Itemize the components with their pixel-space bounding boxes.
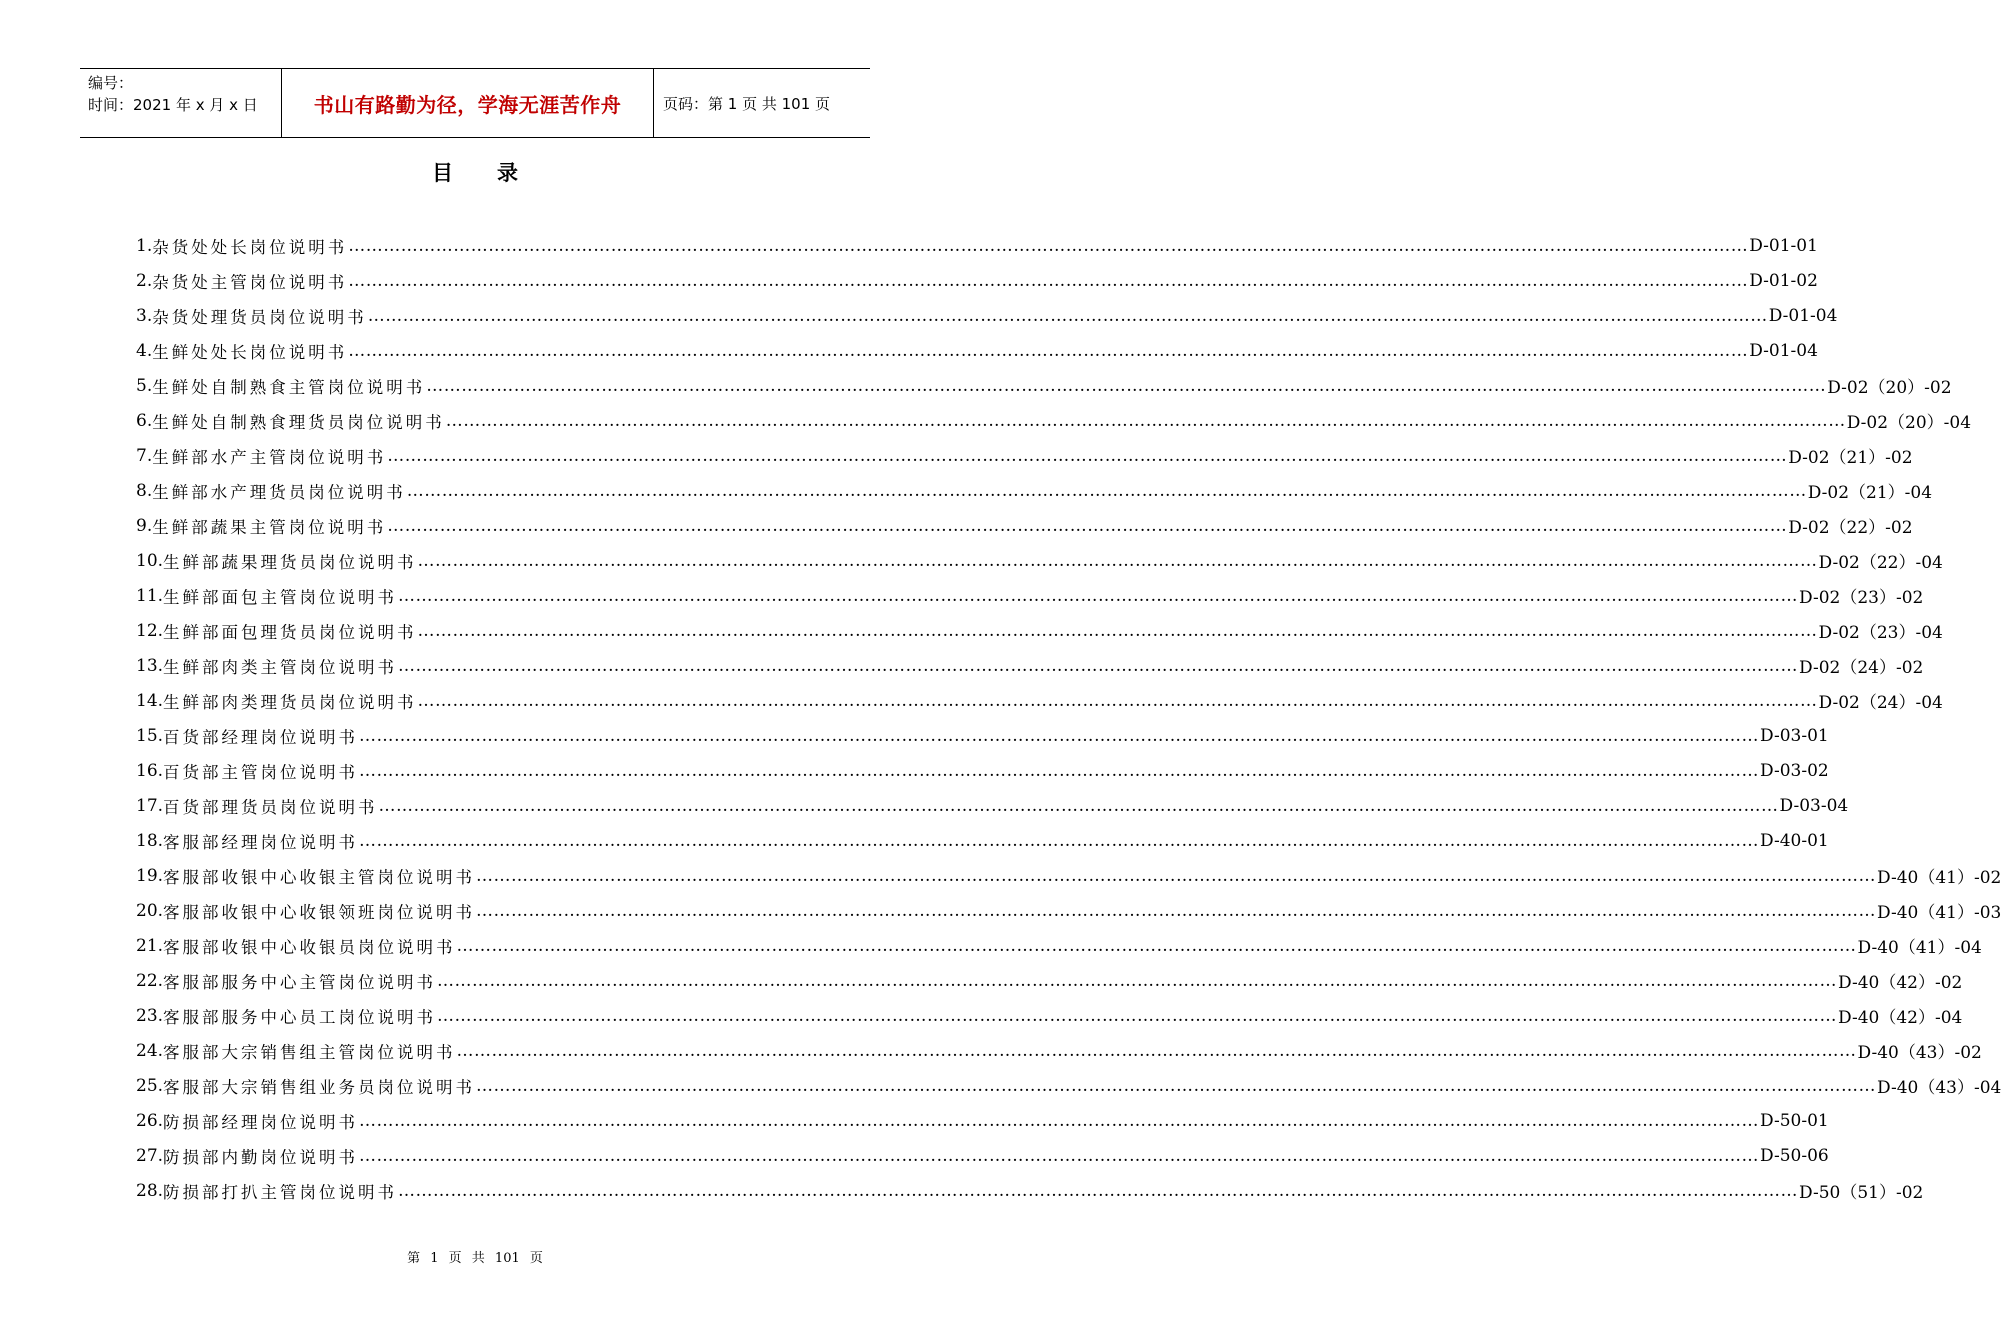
toc-entry-code: D-01-01: [1749, 235, 1818, 256]
header-motto: 书山有路勤为径，学海无涯苦作舟: [281, 69, 654, 137]
toc-entry-number: 9.: [136, 515, 153, 536]
toc-leader-dots: ……………………………………………………………………………………………………………………………………………………………………………………………………………………: [437, 970, 1838, 991]
toc-entry-label: 防损部经理岗位说明书: [163, 1112, 359, 1132]
toc-entry-code: D-02（23）-02: [1799, 588, 1924, 608]
toc-entry-label: 生鲜部蔬果主管岗位说明书: [152, 517, 387, 537]
toc-entry[interactable]: [136, 858, 2001, 893]
toc-entry-number: 5.: [136, 375, 153, 396]
toc-entry-number: 14.: [136, 690, 164, 711]
toc-entry-label: 客服部收银中心收银主管岗位说明书: [163, 867, 476, 887]
toc-entry-label: 百货部理货员岗位说明书: [163, 797, 378, 817]
table-of-contents: [136, 228, 2001, 1208]
toc-entry[interactable]: [136, 438, 1913, 473]
toc-entry-number: 18.: [136, 830, 164, 851]
toc-leader-dots: ……………………………………………………………………………………………………………………………………………………………………………………………………………………: [348, 235, 1749, 256]
toc-entry-code: D-40（43）-02: [1857, 1043, 1982, 1063]
toc-leader-dots: ……………………………………………………………………………………………………………………………………………………………………………………………………………………: [476, 1075, 1877, 1096]
toc-entry-number: 19.: [136, 865, 164, 886]
toc-leader-dots: ……………………………………………………………………………………………………………………………………………………………………………………………………………………: [426, 375, 1827, 396]
toc-entry[interactable]: [136, 928, 1982, 963]
toc-entry-number: 28.: [136, 1180, 164, 1201]
toc-entry-code: D-02（23）-04: [1818, 623, 1943, 643]
toc-entry-label: 杂货处理货员岗位说明书: [152, 307, 367, 327]
toc-entry[interactable]: [136, 1173, 1924, 1208]
toc-leader-dots: ……………………………………………………………………………………………………………………………………………………………………………………………………………………: [456, 1040, 1857, 1061]
toc-leader-dots: ……………………………………………………………………………………………………………………………………………………………………………………………………………………: [398, 585, 1799, 606]
toc-leader-dots: ……………………………………………………………………………………………………………………………………………………………………………………………………………………: [417, 550, 1818, 571]
toc-leader-dots: ……………………………………………………………………………………………………………………………………………………………………………………………………………………: [367, 305, 1768, 326]
toc-entry[interactable]: [136, 788, 1849, 823]
toc-entry-label: 生鲜部肉类理货员岗位说明书: [163, 692, 417, 712]
toc-entry-label: 客服部经理岗位说明书: [163, 832, 359, 852]
toc-entry-code: D-50（51）-02: [1799, 1183, 1924, 1203]
toc-entry[interactable]: [136, 823, 1829, 858]
toc-entry-code: D-02（20）-02: [1827, 378, 1952, 398]
toc-entry-code: D-50-01: [1760, 1110, 1829, 1131]
toc-entry[interactable]: [136, 1033, 1982, 1068]
toc-leader-dots: ……………………………………………………………………………………………………………………………………………………………………………………………………………………: [387, 515, 1788, 536]
toc-leader-dots: ……………………………………………………………………………………………………………………………………………………………………………………………………………………: [476, 865, 1877, 886]
toc-leader-dots: ……………………………………………………………………………………………………………………………………………………………………………………………………………………: [348, 340, 1749, 361]
toc-leader-dots: ……………………………………………………………………………………………………………………………………………………………………………………………………………………: [437, 1005, 1838, 1026]
toc-entry-number: 17.: [136, 795, 164, 816]
toc-entry-code: D-01-04: [1749, 340, 1818, 361]
toc-entry-label: 生鲜部蔬果理货员岗位说明书: [163, 552, 417, 572]
toc-entry[interactable]: [136, 1138, 1829, 1173]
toc-entry-number: 13.: [136, 655, 164, 676]
toc-entry-number: 12.: [136, 620, 164, 641]
toc-entry-number: 27.: [136, 1145, 164, 1166]
toc-entry-number: 16.: [136, 760, 164, 781]
toc-entry-number: 21.: [136, 935, 164, 956]
toc-entry-code: D-02（20）-04: [1846, 413, 1972, 433]
toc-entry-label: 客服部收银中心收银领班岗位说明书: [163, 902, 476, 922]
toc-entry-number: 7.: [136, 445, 153, 466]
toc-leader-dots: ……………………………………………………………………………………………………………………………………………………………………………………………………………………: [445, 410, 1846, 431]
toc-entry-code: D-40（42）-02: [1838, 973, 1963, 993]
toc-leader-dots: ……………………………………………………………………………………………………………………………………………………………………………………………………………………: [398, 655, 1799, 676]
toc-entry-code: D-01-02: [1749, 270, 1818, 291]
toc-entry[interactable]: [136, 333, 1818, 368]
toc-entry-label: 防损部打扒主管岗位说明书: [163, 1182, 398, 1202]
toc-entry-label: 杂货处主管岗位说明书: [152, 272, 348, 292]
toc-entry[interactable]: [136, 298, 1838, 333]
toc-entry-number: 11.: [136, 585, 164, 606]
toc-entry-label: 杂货处处长岗位说明书: [152, 237, 348, 257]
toc-leader-dots: ……………………………………………………………………………………………………………………………………………………………………………………………………………………: [359, 1110, 1760, 1131]
toc-entry-number: 4.: [136, 340, 153, 361]
toc-entry-code: D-02（22）-02: [1788, 518, 1913, 538]
toc-entry-label: 生鲜处自制熟食主管岗位说明书: [152, 377, 426, 397]
toc-entry[interactable]: [136, 508, 1913, 543]
toc-entry-code: D-03-02: [1760, 760, 1829, 781]
toc-entry-label: 客服部大宗销售组业务员岗位说明书: [163, 1077, 476, 1097]
toc-entry-number: 24.: [136, 1040, 164, 1061]
toc-entry-number: 25.: [136, 1075, 164, 1096]
toc-entry-number: 10.: [136, 550, 164, 571]
header-page-info: 页码：第 1 页 共 101 页: [663, 94, 831, 113]
toc-leader-dots: ……………………………………………………………………………………………………………………………………………………………………………………………………………………: [476, 900, 1877, 921]
toc-entry-number: 26.: [136, 1110, 164, 1131]
toc-entry[interactable]: [136, 473, 1933, 508]
toc-entry-code: D-40（41）-03: [1877, 903, 2001, 923]
toc-entry-code: D-40（42）-04: [1838, 1008, 1963, 1028]
toc-leader-dots: ……………………………………………………………………………………………………………………………………………………………………………………………………………………: [359, 725, 1760, 746]
toc-leader-dots: ……………………………………………………………………………………………………………………………………………………………………………………………………………………: [359, 760, 1760, 781]
toc-entry-number: 2.: [136, 270, 153, 291]
toc-entry[interactable]: [136, 613, 1943, 648]
toc-entry[interactable]: [136, 403, 1972, 438]
toc-entry[interactable]: [136, 963, 1963, 998]
toc-title: 目录: [432, 161, 562, 185]
toc-leader-dots: ……………………………………………………………………………………………………………………………………………………………………………………………………………………: [398, 1180, 1799, 1201]
toc-entry-code: D-40（43）-04: [1877, 1078, 2001, 1098]
toc-leader-dots: ……………………………………………………………………………………………………………………………………………………………………………………………………………………: [387, 445, 1788, 466]
toc-entry-label: 客服部服务中心主管岗位说明书: [163, 972, 437, 992]
number-label: 编号：: [88, 74, 134, 92]
toc-entry-number: 20.: [136, 900, 164, 921]
toc-entry-number: 6.: [136, 410, 153, 431]
toc-entry[interactable]: [136, 998, 1963, 1033]
toc-entry[interactable]: [136, 683, 1943, 718]
toc-entry[interactable]: [136, 753, 1829, 788]
toc-entry-code: D-40（41）-02: [1877, 868, 2001, 888]
toc-entry-label: 生鲜部水产理货员岗位说明书: [152, 482, 406, 502]
toc-entry[interactable]: [136, 718, 1829, 753]
toc-entry-code: D-01-04: [1768, 305, 1838, 326]
toc-entry-label: 生鲜处处长岗位说明书: [152, 342, 348, 362]
toc-entry-label: 生鲜部面包理货员岗位说明书: [163, 622, 417, 642]
toc-entry[interactable]: [136, 893, 2001, 928]
toc-entry-code: D-02（21）-02: [1788, 448, 1913, 468]
toc-entry[interactable]: [136, 543, 1943, 578]
time-label: 时间：2021 年 x 月 x 日: [88, 96, 258, 114]
toc-entry-code: D-02（24）-02: [1799, 658, 1924, 678]
toc-entry[interactable]: [136, 228, 1818, 263]
toc-entry-number: 15.: [136, 725, 164, 746]
toc-entry-label: 生鲜部水产主管岗位说明书: [152, 447, 387, 467]
toc-entry-code: D-50-06: [1760, 1145, 1829, 1166]
toc-leader-dots: ……………………………………………………………………………………………………………………………………………………………………………………………………………………: [348, 270, 1749, 291]
toc-entry-number: 1.: [136, 235, 153, 256]
header-meta: [80, 69, 281, 137]
toc-entry-number: 22.: [136, 970, 164, 991]
toc-entry-code: D-02（22）-04: [1818, 553, 1943, 573]
toc-entry-label: 客服部收银中心收银员岗位说明书: [163, 937, 456, 957]
toc-entry-code: D-02（21）-04: [1807, 483, 1933, 503]
toc-leader-dots: ……………………………………………………………………………………………………………………………………………………………………………………………………………………: [406, 480, 1807, 501]
toc-entry[interactable]: [136, 1068, 2001, 1103]
toc-entry[interactable]: [136, 1103, 1829, 1138]
toc-leader-dots: ……………………………………………………………………………………………………………………………………………………………………………………………………………………: [417, 690, 1818, 711]
toc-leader-dots: ……………………………………………………………………………………………………………………………………………………………………………………………………………………: [359, 1145, 1760, 1166]
toc-leader-dots: ……………………………………………………………………………………………………………………………………………………………………………………………………………………: [359, 830, 1760, 851]
page-header: [80, 68, 870, 138]
toc-entry-label: 防损部内勤岗位说明书: [163, 1147, 359, 1167]
toc-entry-label: 百货部主管岗位说明书: [163, 762, 359, 782]
toc-entry[interactable]: [136, 648, 1924, 683]
toc-entry-number: 8.: [136, 480, 153, 501]
toc-leader-dots: ……………………………………………………………………………………………………………………………………………………………………………………………………………………: [378, 795, 1779, 816]
toc-entry-code: D-40-01: [1760, 830, 1829, 851]
toc-entry-label: 生鲜部面包主管岗位说明书: [163, 587, 398, 607]
toc-entry-code: D-03-04: [1779, 795, 1849, 816]
toc-entry[interactable]: [136, 578, 1924, 613]
toc-entry-label: 百货部经理岗位说明书: [163, 727, 359, 747]
toc-entry-number: 23.: [136, 1005, 164, 1026]
toc-entry-code: D-03-01: [1760, 725, 1829, 746]
page-footer: 第 1 页 共 101 页: [407, 1251, 543, 1266]
toc-entry[interactable]: [136, 368, 1952, 403]
toc-entry-code: D-02（24）-04: [1818, 693, 1943, 713]
toc-entry-label: 客服部服务中心员工岗位说明书: [163, 1007, 437, 1027]
toc-entry-label: 生鲜部肉类主管岗位说明书: [163, 657, 398, 677]
toc-leader-dots: ……………………………………………………………………………………………………………………………………………………………………………………………………………………: [456, 935, 1857, 956]
toc-entry[interactable]: [136, 263, 1818, 298]
toc-entry-label: 客服部大宗销售组主管岗位说明书: [163, 1042, 456, 1062]
toc-leader-dots: ……………………………………………………………………………………………………………………………………………………………………………………………………………………: [417, 620, 1818, 641]
toc-entry-label: 生鲜处自制熟食理货员岗位说明书: [152, 412, 445, 432]
toc-entry-number: 3.: [136, 305, 153, 326]
toc-entry-code: D-40（41）-04: [1857, 938, 1982, 958]
